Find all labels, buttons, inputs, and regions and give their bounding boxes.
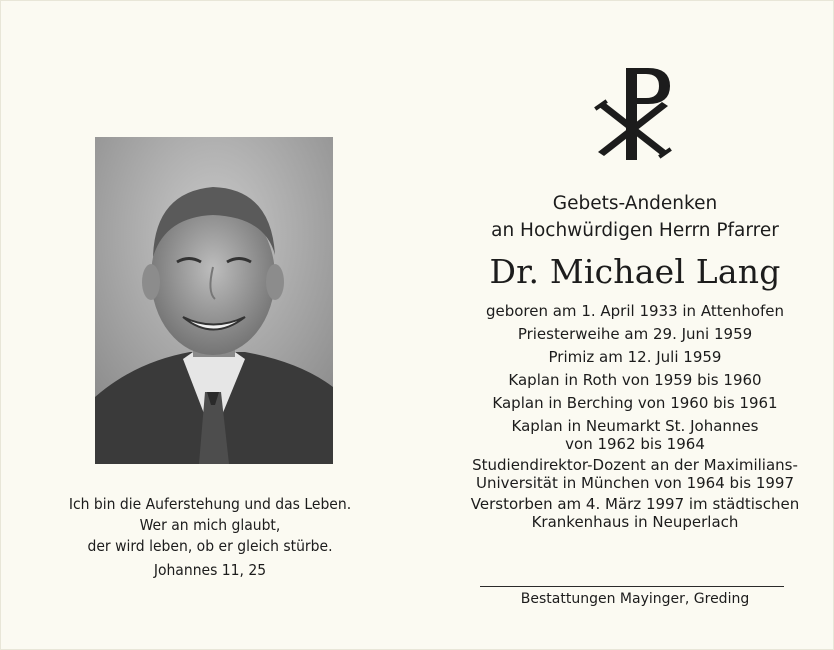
quote-line: der wird leben, ob er gleich stürbe. [87,537,333,555]
fact-ordination: Priesterweihe am 29. Juni 1959 [517,325,753,343]
fact-berching: Kaplan in Berching von 1960 bis 1961 [492,394,778,412]
fact-line: Verstorben am 4. März 1997 im städtischen [470,495,800,513]
deceased-name: Dr. Michael Lang [489,252,781,291]
fact-death [470,495,800,531]
intro [470,190,800,244]
quote-line: Ich bin die Auferstehung und das Leben. [68,495,352,513]
quote-reference: Johannes 11, 25 [153,561,267,579]
fact-roth: Kaplan in Roth von 1959 bis 1960 [508,371,762,389]
intro-line-1: Gebets-Andenken [552,193,718,214]
divider [480,586,784,587]
intro-line-2: an Hochwürdigen Herrn Pfarrer [491,220,779,241]
portrait-photo [95,137,333,464]
fact-line: Krankenhaus in Neuperlach [531,513,739,531]
quote-line: Wer an mich glaubt, [139,516,281,534]
fact-line: von 1962 bis 1964 [565,435,705,453]
fact-line: Universität in München von 1964 bis 1997 [475,474,794,492]
fact-university [470,456,800,492]
fact-line: Studiendirektor-Dozent an der Maximilians- [472,456,798,474]
biography [470,300,800,531]
fact-primiz: Primiz am 12. Juli 1959 [548,348,722,366]
memorial-text [470,190,800,534]
fact-neumarkt [470,417,800,453]
scripture-quote [40,494,380,581]
funeral-home: Bestattungen Mayinger, Greding [520,591,750,607]
fact-line: Kaplan in Neumarkt St. Johannes [511,417,759,435]
chi-rho-icon [590,62,680,162]
fact-birth: geboren am 1. April 1933 in Attenhofen [485,302,785,320]
